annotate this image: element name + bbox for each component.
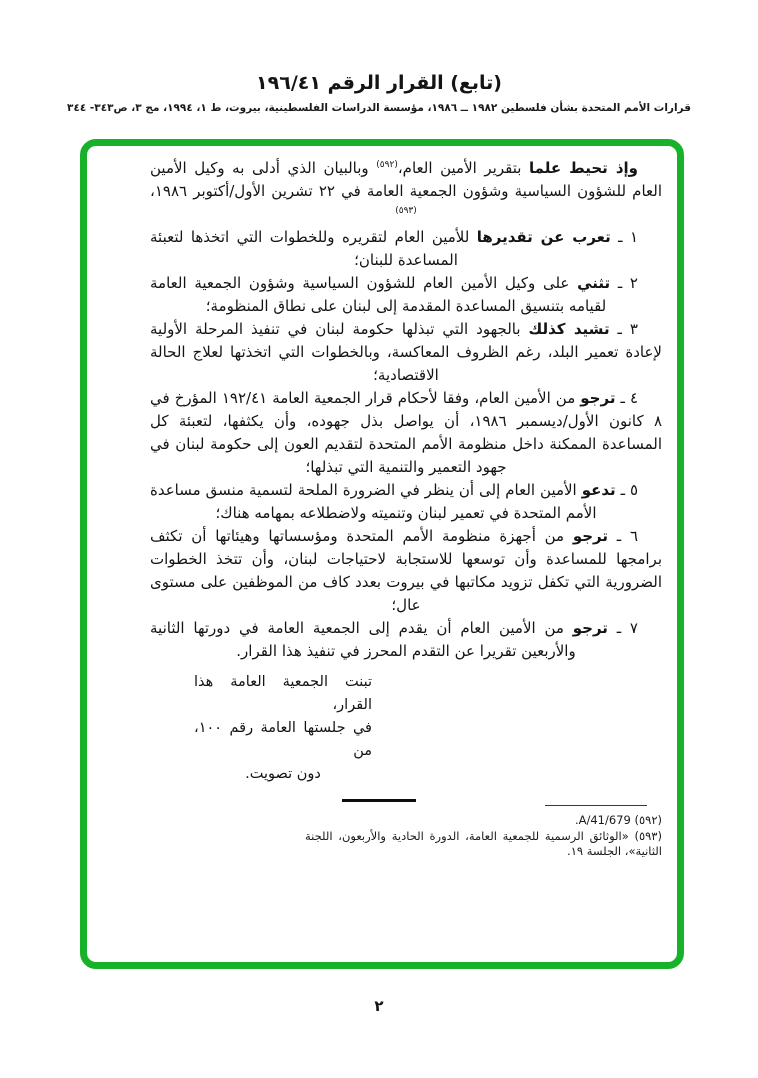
- adoption-note-line: دون تصويت.: [245, 766, 321, 782]
- paragraph-text: من الأمين العام أن يقدم إلى الجمعية العامة في دورتها الثانية والأربعين تقريرا عن التقدم المحرز في تنفيذ هذا القرار.: [150, 619, 576, 660]
- end-of-resolution-rule: [342, 799, 416, 802]
- footnote-text: «الوثائق الرسمية للجمعية العامة، الدورة الحادية والأربعون، اللجنة الثانية»، الجلسة ١٩.: [305, 828, 662, 858]
- paragraph-text: للأمين العام لتقريره وللخطوات التي اتخذها لتعبئة المساعدة للبنان؛: [150, 228, 477, 269]
- resolution-title: (تابع) القرار الرقم ١٩٦/٤١: [256, 72, 502, 94]
- footnote-separator-rule: [545, 805, 647, 806]
- source-citation: قرارات الأمم المتحدة بشأن فلسطين ١٩٨٢ ــ ١٩٨٦، مؤسسة الدراسات الفلسطينية، بيروت، ط ١، ١٩٩٤، مج ٣، ص٣٤٣- ٣٤٤: [67, 102, 691, 114]
- paragraph-text: ١ ـ: [610, 228, 638, 246]
- footnote-marker: (٥٩٢): [630, 813, 662, 827]
- paragraph-text: بتقرير الأمين العام،: [397, 159, 530, 177]
- paragraph-text: ٤ ـ: [615, 389, 639, 407]
- operative-lead-words: تثني: [577, 274, 611, 292]
- resolution-paragraph: [150, 387, 662, 479]
- paragraph-text: من أجهزة منظومة الأمم المتحدة ومؤسساتها وهيئاتها أن تكثف برامجها للمساعدة وأن توسعها للاستجابة لاحتياجات لبنان، وأن تتخذ الخطوات الضرورية التي تكفل تزويد مكاتبها في بيروت بعدد كاف من الموظفين على مستوى عال؛: [150, 527, 662, 614]
- resolution-paragraph: [150, 318, 662, 387]
- operative-lead-words: ترجو: [572, 527, 609, 545]
- resolution-paragraph: [150, 525, 662, 617]
- paragraph-text: ٣ ـ: [609, 320, 638, 338]
- footnote-text: A/41/679.: [574, 813, 631, 827]
- footnote: [150, 813, 662, 829]
- paragraph-text: ٧ ـ: [607, 619, 638, 637]
- footnote-reference: (٥٩٣): [395, 206, 417, 216]
- resolution-paragraph: [150, 479, 662, 525]
- paragraph-text: الأمين العام إلى أن ينظر في الضرورة الملحة لتسمية منسق مساعدة الأمم المتحدة في تعمير لبنان وتنميته ولاضطلاعه بمهامه هناك؛: [150, 481, 597, 522]
- footnote-marker: (٥٩٣): [628, 828, 662, 843]
- page-number: ٢: [374, 997, 384, 1015]
- footnote: [305, 829, 662, 860]
- paragraph-text: بالجهود التي تبذلها حكومة لبنان في تنفيذ المرحلة الأولية لإعادة تعمير البلد، رغم الظروف المعاكسة، وبالخطوات التي اتخذتها لعلاج الحالة الاقتصادية؛: [150, 320, 662, 384]
- operative-lead-words: وإذ تحيط علما: [529, 159, 638, 177]
- resolution-paragraph: [150, 272, 662, 318]
- footnote-reference: (٥٩٢): [376, 160, 398, 170]
- adoption-note-line: تبنت الجمعية العامة هذا القرار،: [194, 674, 372, 713]
- paragraph-text: من الأمين العام، وفقا لأحكام قرار الجمعية العامة ١٩٢/٤١ المؤرخ في ٨ كانون الأول/ديسمبر ١٩٨٦، أن يواصل بذل جهوده، وأن يكثفها، لتعبئة كل المساعدة الممكنة داخل منظومة الأمم المتحدة لتقديم العون إلى حكومة لبنان في جهود التعمير والتنمية التي تبذلها؛: [150, 389, 663, 476]
- operative-lead-words: تشيد كذلك: [528, 320, 610, 338]
- resolution-paragraphs: [150, 157, 662, 663]
- paragraph-text: ٦ ـ: [608, 527, 638, 545]
- operative-lead-words: ترجو: [572, 619, 608, 637]
- footnotes: [150, 813, 662, 860]
- resolution-body: [150, 157, 662, 860]
- operative-lead-words: تدعو: [581, 481, 616, 499]
- paragraph-text: على وكيل الأمين العام للشؤون السياسية وشؤون الجمعية العامة لقيامه بتنسيق المساعدة المقدمة إلى لبنان على نطاق المنظومة؛: [150, 274, 607, 315]
- resolution-paragraph: [150, 157, 662, 226]
- operative-lead-words: تعرب عن تقديرها: [476, 228, 611, 246]
- resolution-paragraph: [150, 226, 662, 272]
- adoption-note: [194, 671, 372, 786]
- paragraph-text: ٢ ـ: [610, 274, 638, 292]
- adoption-note-line: في جلستها العامة رقم ١٠٠، من: [194, 720, 372, 759]
- paragraph-text: ٥ ـ: [615, 481, 638, 499]
- operative-lead-words: ترجو: [580, 389, 616, 407]
- resolution-paragraph: [150, 617, 662, 663]
- paragraph-text: وبالبيان الذي أدلى به وكيل الأمين العام للشؤون السياسية وشؤون الجمعية العامة في ٢٢ تشرين الأول/أكتوبر ١٩٨٦،: [150, 159, 663, 200]
